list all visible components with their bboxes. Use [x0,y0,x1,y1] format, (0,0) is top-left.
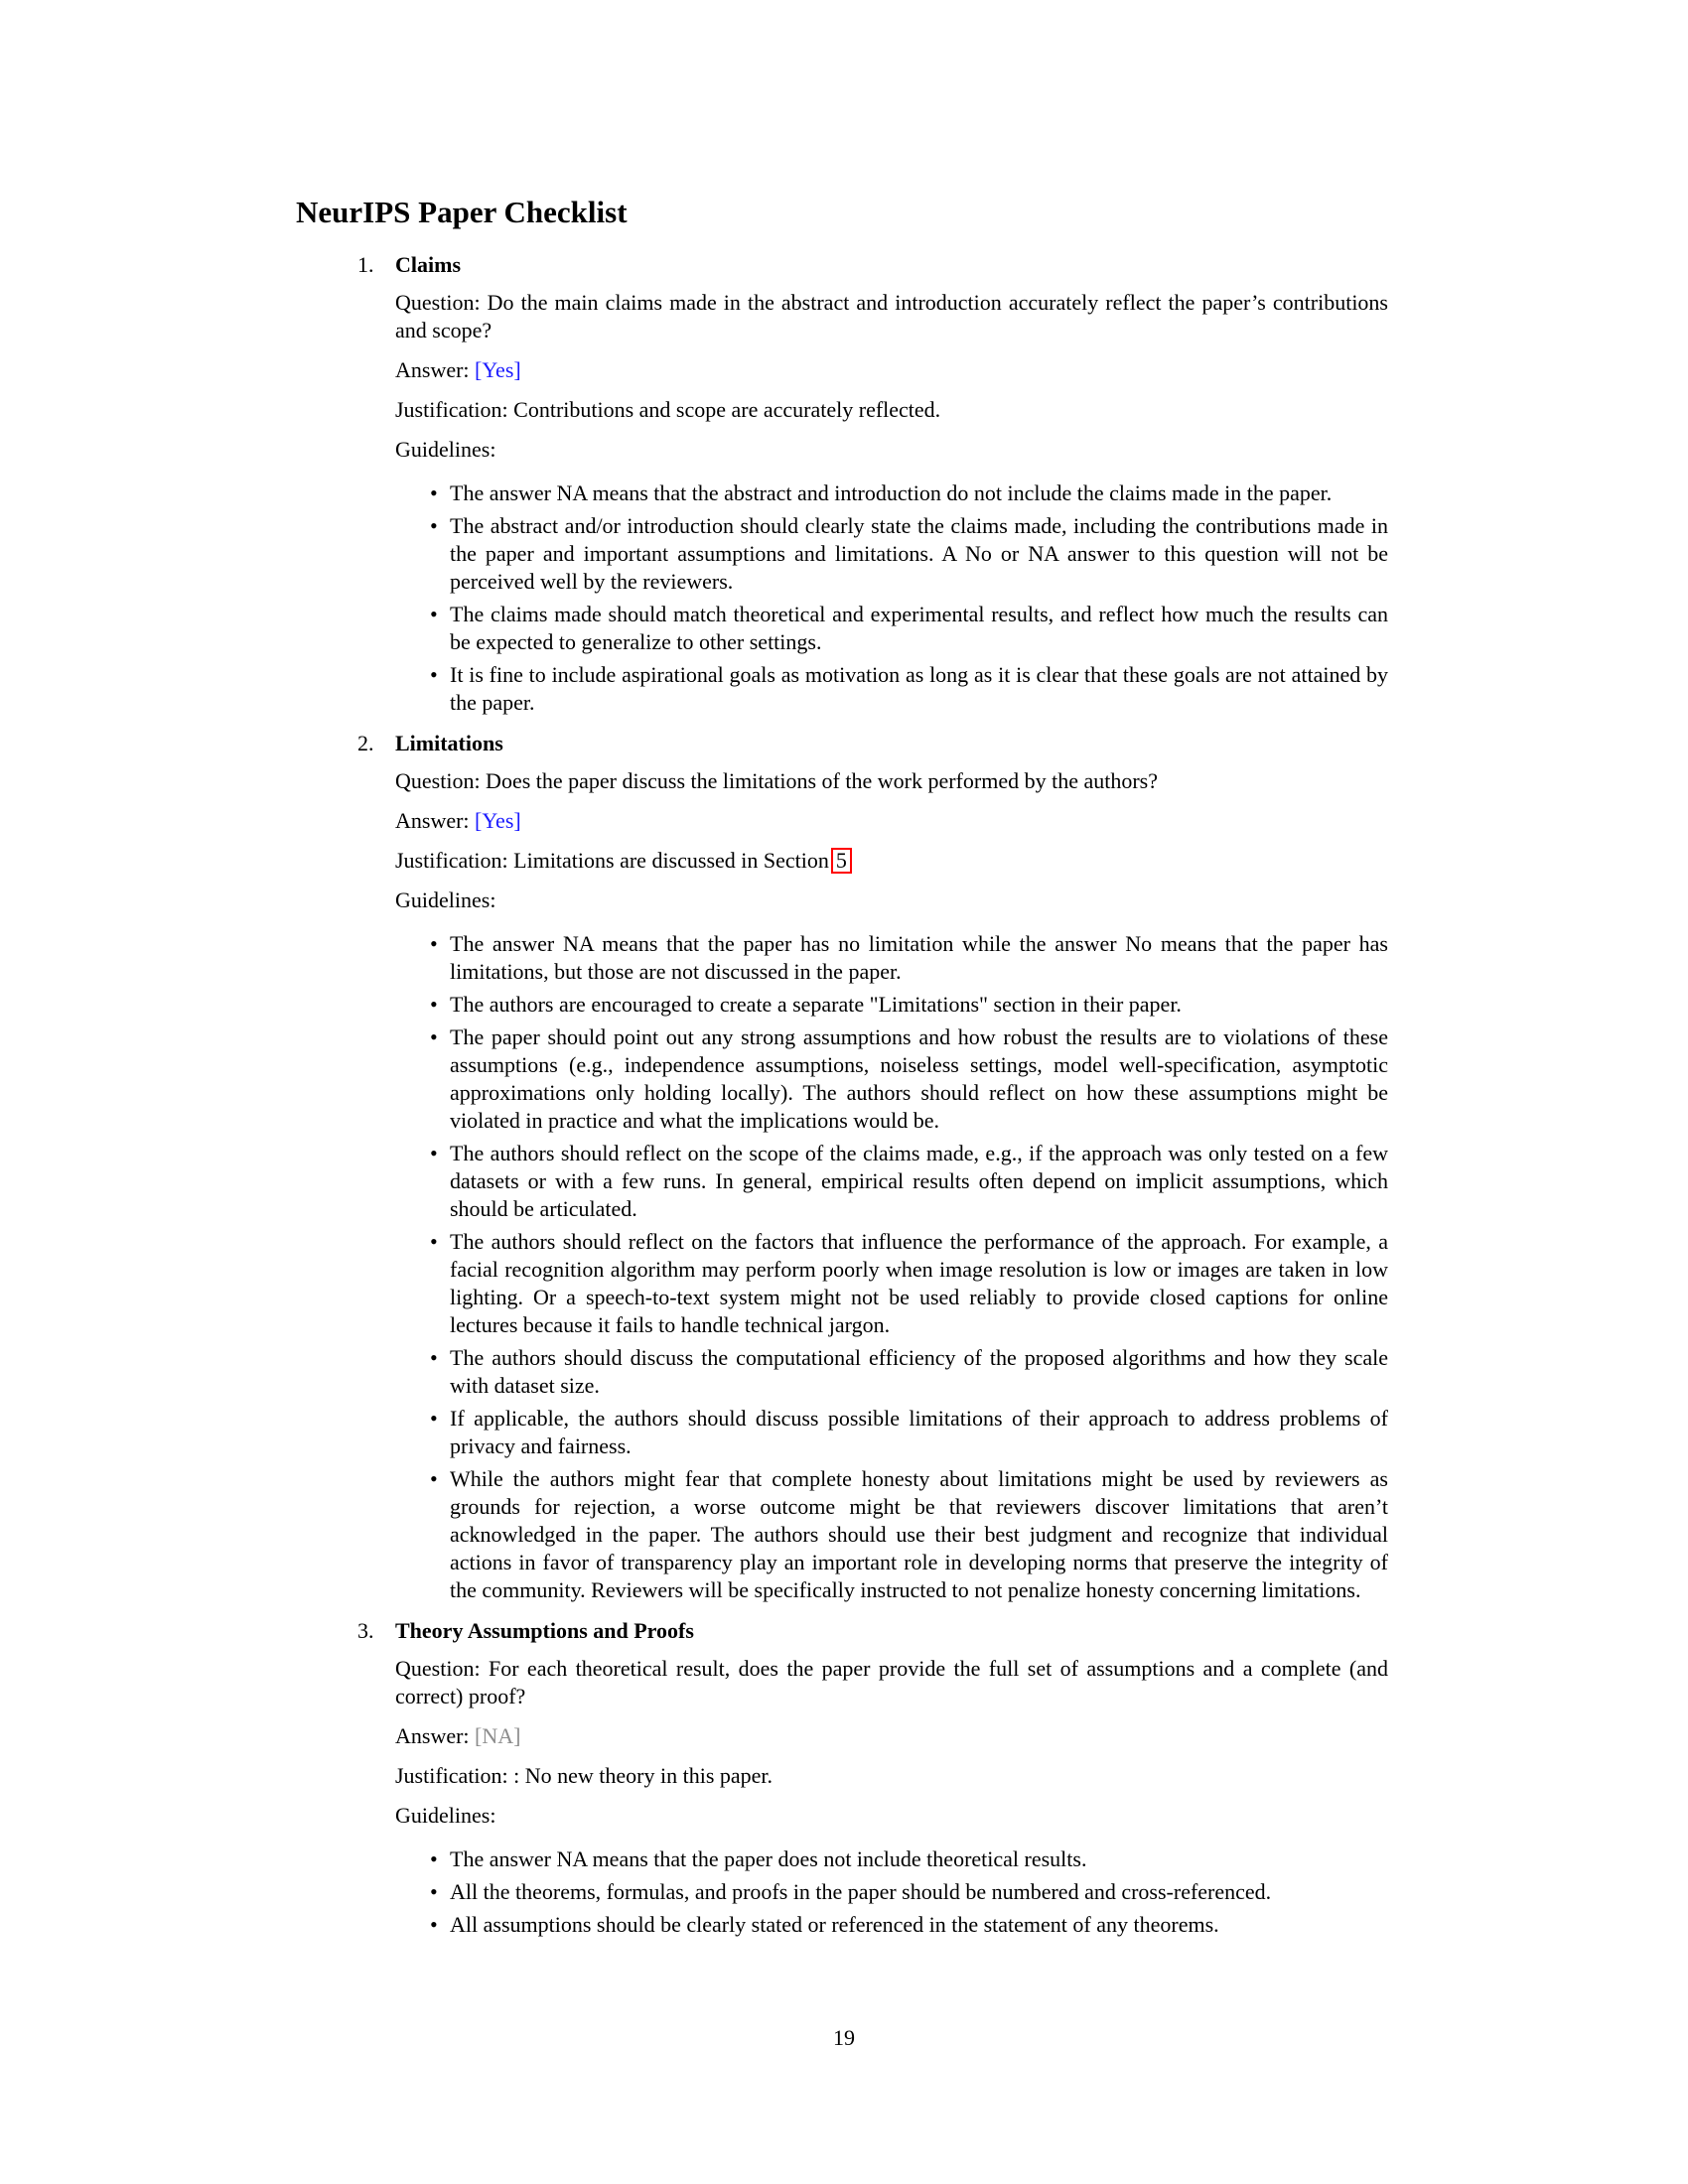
item-question: Question: For each theoretical result, does the paper provide the full set of assumptions and a complete (and correct) proof? [395,1656,1388,1709]
guidelines-list [395,1845,1388,1939]
justification-text: Justification: Limitations are discussed in Section [395,848,829,874]
guidelines-label: Guidelines: [395,1803,496,1829]
guideline-item: • The answer NA means that the paper does not include theoretical results. [450,1845,1388,1873]
item-title: Theory Assumptions and Proofs [395,1618,694,1644]
guideline-item: • The answer NA means that the abstract and introduction do not include the claims made in the paper. [450,479,1388,507]
guideline-item: • If applicable, the authors should discuss possible limitations of their approach to address problems of privacy and fairness. [450,1405,1388,1460]
guideline-item: • The abstract and/or introduction should clearly state the claims made, including the contributions made in the paper and important assumptions and limitations. A No or NA answer to this question will not be perceived well by the reviewers. [450,512,1388,596]
checklist-item-limitations [296,729,1388,1604]
guideline-item: • The authors are encouraged to create a separate "Limitations" section in their paper. [450,991,1388,1019]
guideline-item: • While the authors might fear that complete honesty about limitations might be used by reviewers as grounds for rejection, a worse outcome might be that reviewers discover limitations that aren’t acknowledged in the paper. The authors should use their best judgment and recognize that individual actions in favor of transparency play an important role in developing norms that preserve the integrity of the community. Reviewers will be specifically instructed to not penalize honesty concerning limitations. [450,1465,1388,1604]
answer-value[interactable]: [Yes] [475,357,521,383]
item-title: Claims [395,252,461,278]
answer-value[interactable]: [NA] [475,1723,521,1749]
page-number: 19 [833,2025,855,2050]
guideline-item: • The authors should reflect on the scope of the claims made, e.g., if the approach was only tested on a few datasets or with a few runs. In general, empirical results often depend on implicit assumptions, which should be articulated. [450,1140,1388,1223]
guidelines-label: Guidelines: [395,887,496,913]
item-number: 2. [357,731,374,756]
guideline-item: • The answer NA means that the paper has no limitation while the answer No means that the paper has limitations, but those are not discussed in the paper. [450,930,1388,986]
answer-value[interactable]: [Yes] [475,808,521,834]
guideline-item: • The authors should discuss the computational efficiency of the proposed algorithms and how they scale with dataset size. [450,1344,1388,1400]
guideline-item: • All assumptions should be clearly stated or referenced in the statement of any theorems. [450,1911,1388,1939]
checklist-item-claims [296,250,1388,717]
guidelines-list [395,479,1388,717]
page-title: NeurIPS Paper Checklist [296,195,628,229]
checklist-item-theory [296,1616,1388,1939]
guideline-item: • It is fine to include aspirational goals as motivation as long as it is clear that these goals are not attained by the paper. [450,661,1388,717]
item-justification: Justification: : No new theory in this paper. [395,1763,774,1789]
guideline-item: • All the theorems, formulas, and proofs in the paper should be numbered and cross-referenced. [450,1878,1388,1906]
guidelines-label: Guidelines: [395,437,496,463]
item-answer [395,807,1388,835]
answer-label: Answer: [395,808,476,834]
item-number: 3. [357,1618,374,1644]
item-answer [395,1722,1388,1750]
item-answer [395,356,1388,384]
answer-label: Answer: [395,1723,476,1749]
section-reference-link[interactable]: 5 [831,848,852,874]
checklist-page [296,194,1388,1951]
item-title: Limitations [395,731,503,756]
item-justification [395,847,1388,875]
guideline-item: • The authors should reflect on the factors that influence the performance of the approach. For example, a facial recognition algorithm may perform poorly when image resolution is low or images are taken in low lighting. Or a speech-to-text system might not be used reliably to provide closed captions for online lectures because it fails to handle technical jargon. [450,1228,1388,1339]
guidelines-list [395,930,1388,1604]
item-question: Question: Does the paper discuss the limitations of the work performed by the authors? [395,768,1158,794]
answer-label: Answer: [395,357,476,383]
item-number: 1. [357,252,374,278]
item-justification: Justification: Contributions and scope are accurately reflected. [395,397,941,423]
guideline-item: • The paper should point out any strong assumptions and how robust the results are to violations of these assumptions (e.g., independence assumptions, noiseless settings, model well-specification, asymptotic approximations only holding locally). The authors should reflect on how these assumptions might be violated in practice and what the implications would be. [450,1024,1388,1135]
guideline-item: • The claims made should match theoretical and experimental results, and reflect how much the results can be expected to generalize to other settings. [450,601,1388,656]
item-question: Question: Do the main claims made in the abstract and introduction accurately reflect the paper’s contributions and scope? [395,290,1388,343]
